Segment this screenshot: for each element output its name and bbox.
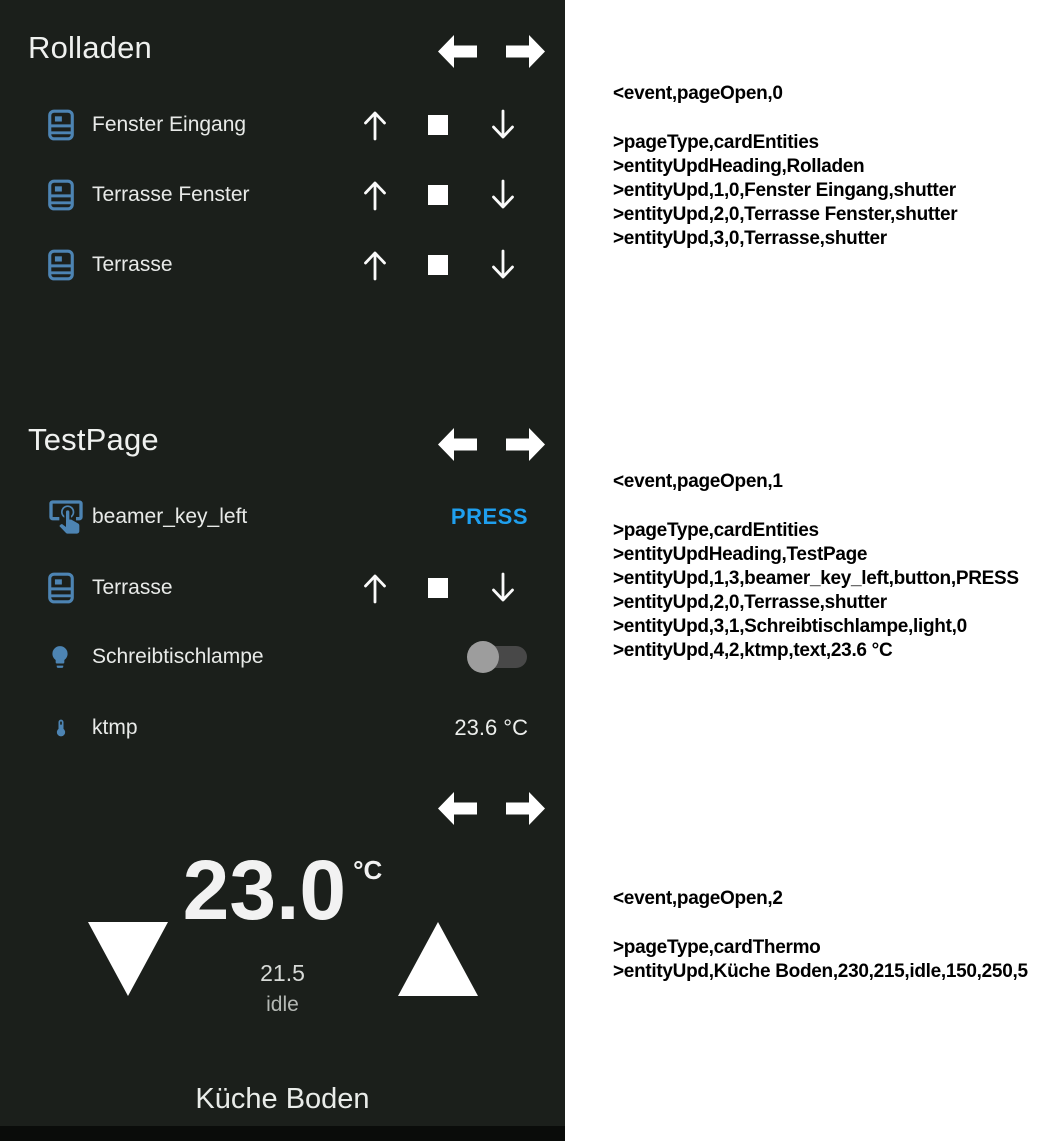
entity-label: Fenster Eingang <box>92 113 247 136</box>
thermostat-title: Küche Boden <box>195 1083 370 1115</box>
entity-row <box>0 495 565 539</box>
shutter-down-button[interactable] <box>489 178 517 212</box>
entity-label: Terrasse Fenster <box>92 183 250 206</box>
protocol-line: >entityUpd,2,0,Terrasse Fenster,shutter <box>613 204 958 225</box>
current-temperature <box>0 843 565 937</box>
protocol-line: >entityUpd,Küche Boden,230,215,idle,150,250,5 <box>613 961 1028 982</box>
thermometer-icon <box>51 711 71 745</box>
nav-prev-button[interactable] <box>438 428 477 461</box>
protocol-line: >entityUpd,1,0,Fenster Eingang,shutter <box>613 180 956 201</box>
temperature-unit: °C <box>353 855 383 885</box>
arrow-right-bold-icon <box>506 35 545 68</box>
window-shutter-icon <box>48 572 74 604</box>
protocol-line: >pageType,cardEntities <box>613 520 819 541</box>
sensor-value: 23.6 °C <box>454 715 528 740</box>
lightbulb-icon <box>47 640 73 674</box>
press-button[interactable]: PRESS <box>450 504 528 529</box>
protocol-line: >pageType,cardThermo <box>613 937 821 958</box>
entity-row <box>0 635 565 679</box>
protocol-line: >pageType,cardEntities <box>613 132 819 153</box>
arrow-left-bold-icon <box>438 35 477 68</box>
protocol-block-2 <box>613 887 1043 984</box>
light-toggle[interactable] <box>467 640 527 674</box>
arrow-right-bold-icon <box>506 428 545 461</box>
current-temperature-value: 23.0 <box>182 843 347 937</box>
card-rolladen <box>0 0 565 380</box>
shutter-stop-button[interactable] <box>428 578 448 598</box>
protocol-line: >entityUpd,4,2,ktmp,text,23.6 °C <box>613 640 893 661</box>
protocol-line: >entityUpdHeading,TestPage <box>613 544 868 565</box>
arrow-right-bold-icon <box>506 792 545 825</box>
protocol-line: >entityUpd,3,1,Schreibtischlampe,light,0 <box>613 616 967 637</box>
entity-label: Terrasse <box>92 253 173 276</box>
nav-next-button[interactable] <box>506 428 545 461</box>
shutter-up-button[interactable] <box>361 178 389 212</box>
entity-row <box>0 173 565 217</box>
entity-label: ktmp <box>92 716 138 739</box>
card-testpage <box>0 380 565 760</box>
shutter-up-button[interactable] <box>361 248 389 282</box>
protocol-block-1 <box>613 470 1043 663</box>
protocol-line: >entityUpdHeading,Rolladen <box>613 156 865 177</box>
protocol-block-0 <box>613 82 1043 251</box>
entity-row <box>0 706 565 750</box>
arrow-left-bold-icon <box>438 792 477 825</box>
gesture-tap-button-icon <box>45 497 87 537</box>
arrow-left-bold-icon <box>438 428 477 461</box>
protocol-line: >entityUpd,1,3,beamer_key_left,button,PRESS <box>613 568 1019 589</box>
entity-label: Schreibtischlampe <box>92 645 264 668</box>
nav-next-button[interactable] <box>506 35 545 68</box>
shutter-down-button[interactable] <box>489 571 517 605</box>
shutter-stop-button[interactable] <box>428 115 448 135</box>
protocol-line: >entityUpd,2,0,Terrasse,shutter <box>613 592 887 613</box>
page-title: TestPage <box>28 422 159 457</box>
target-temperature: 21.5 <box>260 960 305 986</box>
entity-label: beamer_key_left <box>92 505 248 528</box>
protocol-line: >entityUpd,3,0,Terrasse,shutter <box>613 228 887 249</box>
nav-prev-button[interactable] <box>438 792 477 825</box>
shutter-up-button[interactable] <box>361 571 389 605</box>
entity-row <box>0 243 565 287</box>
shutter-up-button[interactable] <box>361 108 389 142</box>
protocol-request: <event,pageOpen,2 <box>613 888 783 909</box>
entity-row <box>0 103 565 147</box>
window-shutter-icon <box>48 249 74 281</box>
window-shutter-icon <box>48 179 74 211</box>
entity-label: Terrasse <box>92 576 173 599</box>
shutter-stop-button[interactable] <box>428 185 448 205</box>
window-shutter-icon <box>48 109 74 141</box>
page-title: Rolladen <box>28 30 152 65</box>
toggle-knob <box>467 641 499 673</box>
shutter-stop-button[interactable] <box>428 255 448 275</box>
entity-row <box>0 566 565 610</box>
shutter-down-button[interactable] <box>489 248 517 282</box>
hvac-state: idle <box>266 993 299 1016</box>
nav-prev-button[interactable] <box>438 35 477 68</box>
nav-next-button[interactable] <box>506 792 545 825</box>
shutter-down-button[interactable] <box>489 108 517 142</box>
bottom-bar <box>0 1126 565 1141</box>
protocol-request: <event,pageOpen,1 <box>613 471 783 492</box>
protocol-request: <event,pageOpen,0 <box>613 83 783 104</box>
